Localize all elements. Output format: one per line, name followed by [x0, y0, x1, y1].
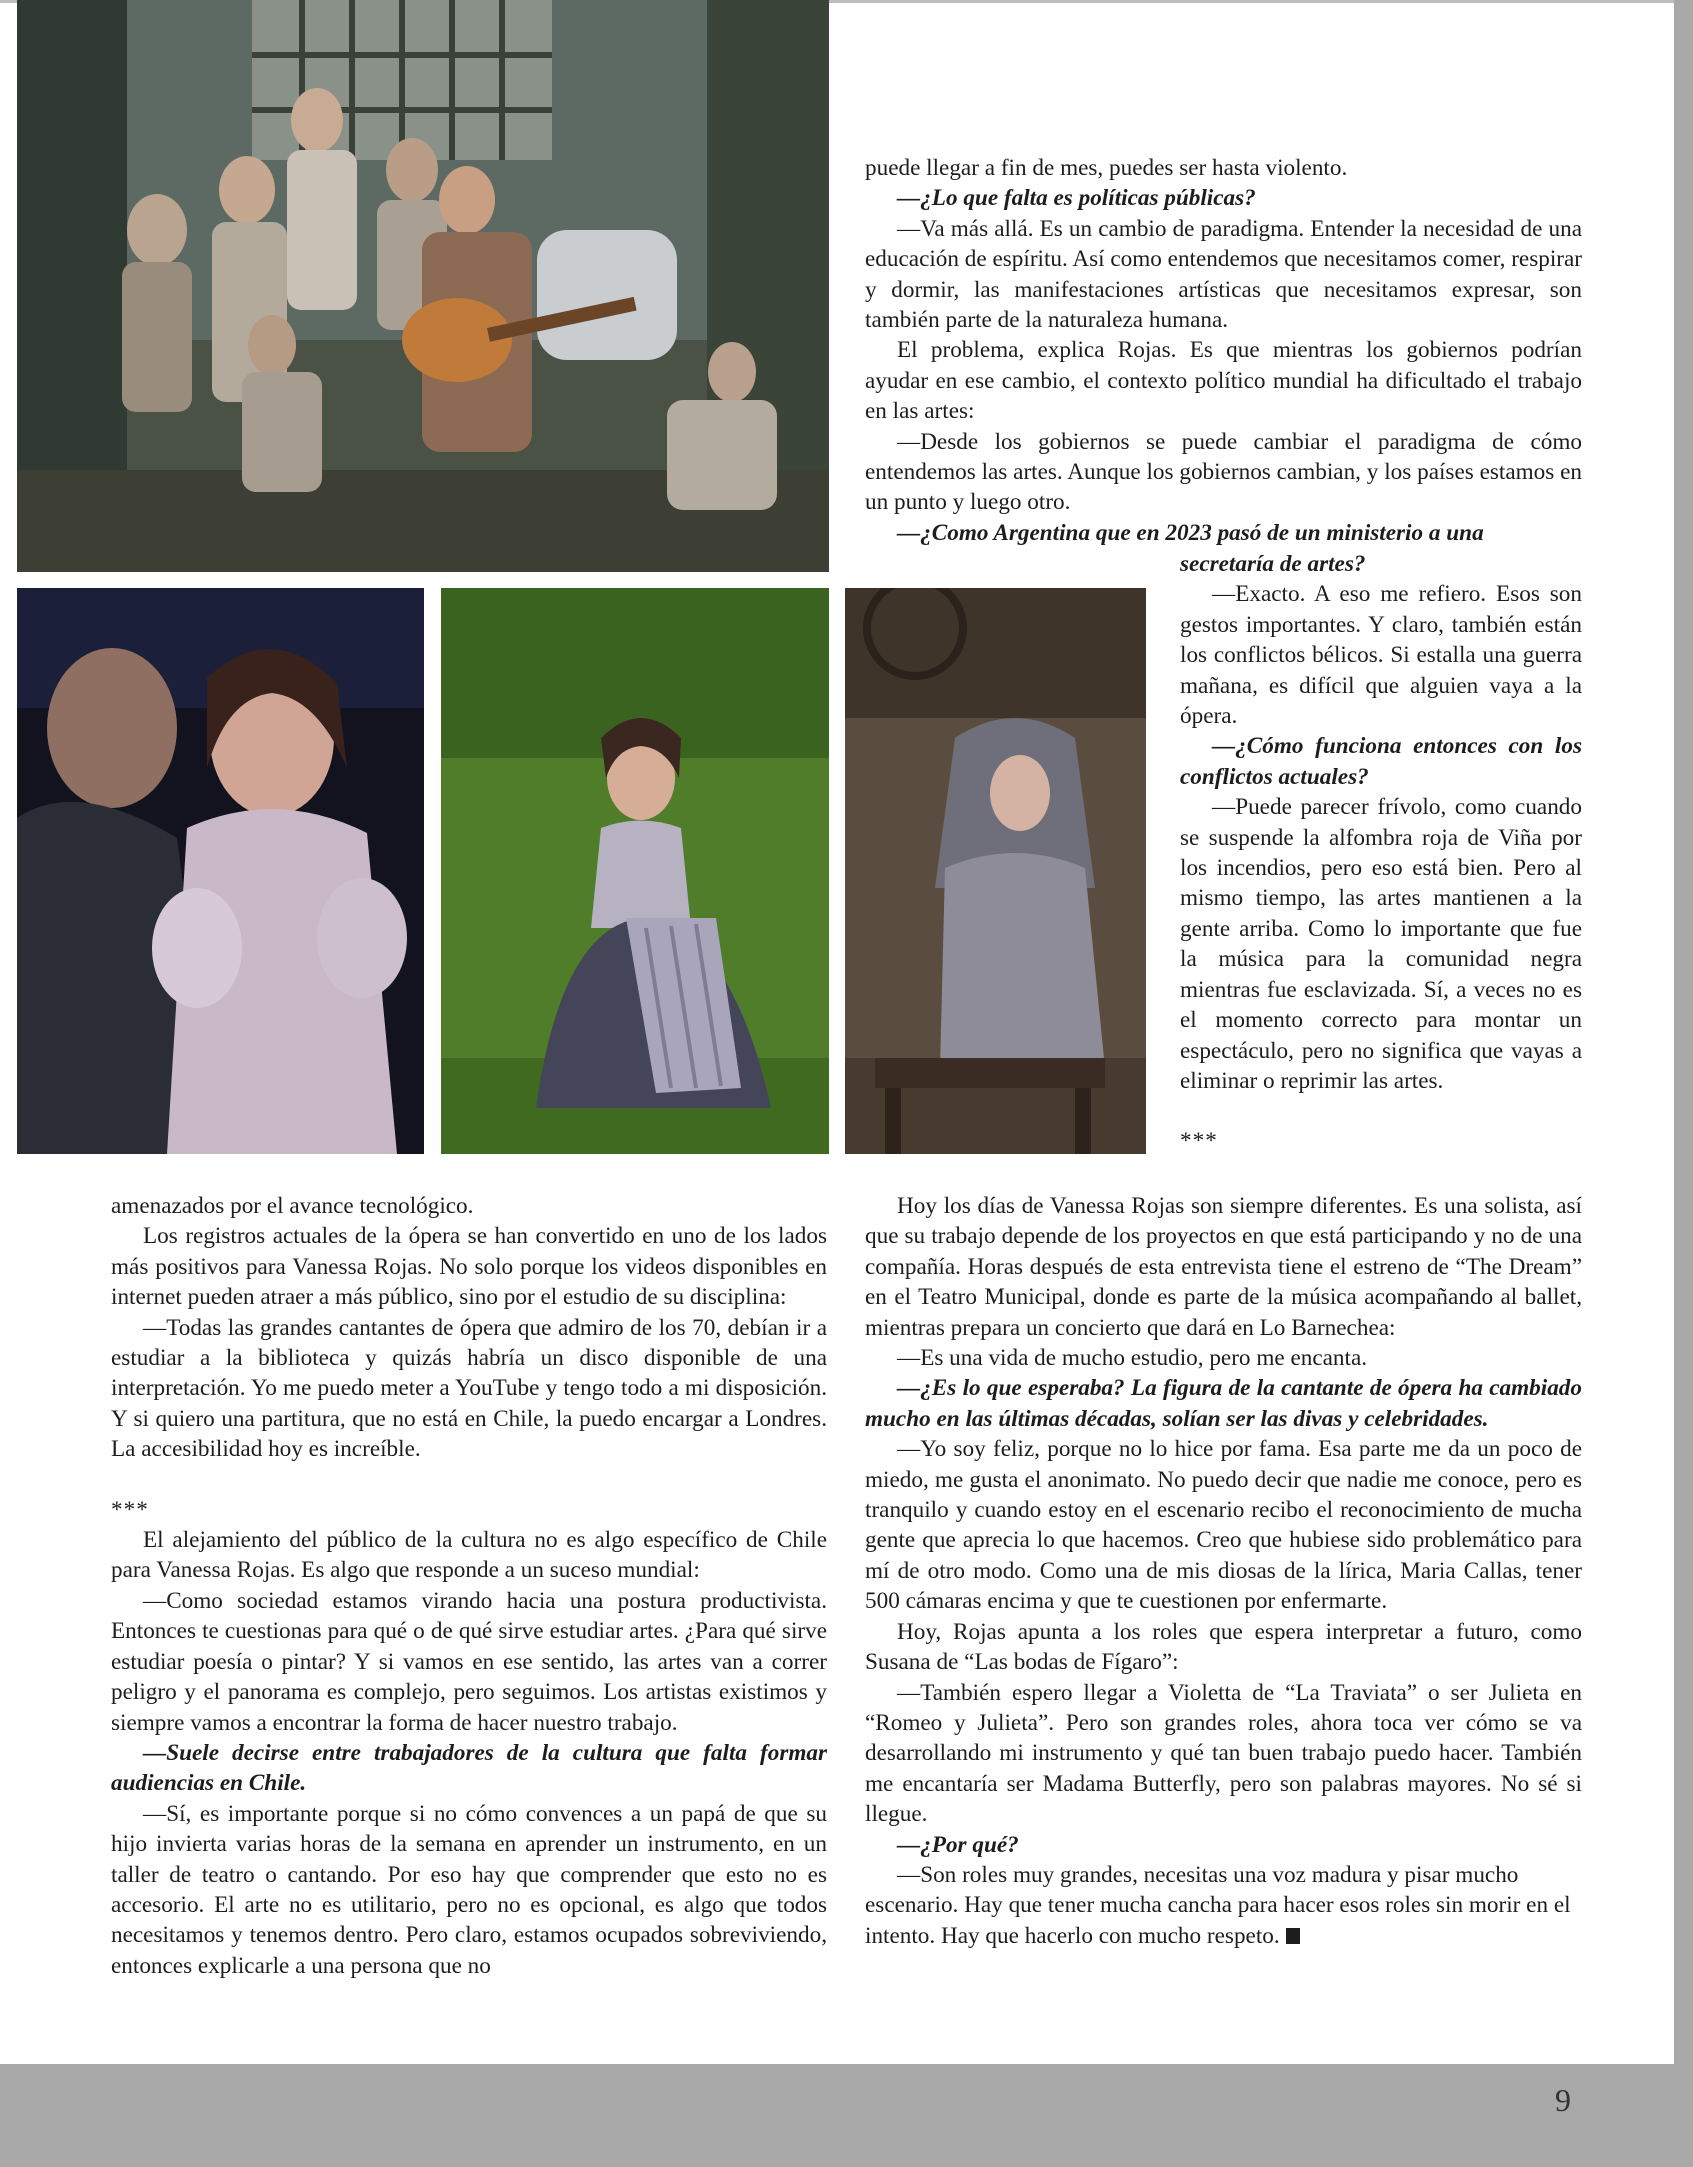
paragraph: Hoy, Rojas apunta a los roles que espera interpretar a futuro, como Susana de “Las bodas de Fígaro”:	[865, 1618, 1582, 1676]
paragraph: —Exacto. A eso me refiero. Esos son gestos importantes. Y claro, también están los conflictos bélicos. Si estalla una guerra mañana, es difícil que alguien vaya a la ópera.	[1180, 581, 1582, 730]
paragraph: —Va más allá. Es un cambio de paradigma. Entender la necesidad de una educación de espíritu. Así como entendemos que necesitamos comer, respirar y dormir, las manifestaciones artísticas que necesitamos expresar, son también parte de la naturaleza humana.	[865, 215, 1582, 334]
paragraph: —Puede parecer frívolo, como cuando se suspende la alfombra roja de Viña por los incendios, pero eso está bien. Pero al mismo tiempo, las artes mantienen a la gente arriba. Como lo importante que fue la música para la comunidad negra mientras fue esclavizada. Sí, a veces no es el momento correcto para montar un espectáculo, pero no significa que vayas a eliminar o reprimir las artes.	[1180, 794, 1582, 1094]
stage-photo-icon	[441, 588, 829, 1154]
article-column-bottom-right	[865, 1191, 1582, 1951]
question: —¿Como Argentina que en 2023 pasó de un ministerio a una	[897, 519, 1484, 546]
article-column-bottom-left	[111, 1191, 827, 1981]
paragraph: amenazados por el avance tecnológico.	[111, 1193, 474, 1219]
article-column-top-right	[865, 153, 1582, 548]
question: secretaría de artes?	[1180, 551, 1366, 577]
paragraph: El problema, explica Rojas. Es que mientras los gobiernos podrían ayudar en ese cambio, el contexto político mundial ha dificultado el trabajo en las artes:	[865, 337, 1582, 425]
question: —Suele decirse entre trabajadores de la cultura que falta formar audiencias en Chile.	[111, 1739, 827, 1797]
paragraph: —Como sociedad estamos virando hacia una postura productivista. Entonces te cuestionas para qué o de qué sirve estudiar artes. ¿Para qué sirve estudiar poesía o pintar? Y si vamos en ese sentido, las artes van a correr peligro y el panorama es complejo, pero seguimos. Los artistas existimos y siempre vamos a encontrar la forma de hacer nuestro trabajo.	[111, 1587, 827, 1736]
section-break: ***	[111, 1496, 149, 1523]
stage-photo-icon	[17, 588, 424, 1154]
stage-photo-icon	[845, 588, 1146, 1154]
paragraph: El alejamiento del público de la cultura no es algo específico de Chile para Vanessa Rojas. Es algo que responde a un suceso mundial:	[111, 1527, 827, 1584]
paragraph: —También espero llegar a Violetta de “La Traviata” o ser Julieta en “Romeo y Julieta”. Pero son grandes roles, ahora toca ver cómo se va desarrollando mi instrumento y qué tan buen trabajo puedo hacer. También me encantaría ser Madama Butterfly, pero son palabras mayores. No sé si llegue.	[865, 1679, 1582, 1828]
question: —¿Por qué?	[897, 1831, 1019, 1858]
question: —¿Cómo funciona entonces con los conflictos actuales?	[1180, 733, 1582, 790]
closing-paragraph	[865, 1860, 1582, 1951]
paragraph: puede llegar a fin de mes, puedes ser hasta violento.	[865, 155, 1348, 181]
question: —¿Lo que falta es políticas públicas?	[897, 185, 1256, 212]
end-mark-icon	[1286, 1928, 1300, 1944]
page-number: 9	[1555, 2082, 1571, 2118]
paragraph: —Sí, es importante porque si no cómo convences a un papá de que su hijo invierta varias horas de la semana en aprender un instrumento, en un taller de teatro o cantando. Por eso hay que comprender que esto no es accesorio. El arte no es utilitario, pero no es opcional, es algo que todos necesitamos y tenemos dentro. Pero claro, estamos ocupados sobreviviendo, entonces explicarle a una persona que no	[111, 1800, 827, 1979]
paragraph: —Todas las grandes cantantes de ópera que admiro de los 70, debían ir a estudiar a la biblioteca y quizás habría un disco disponible de una interpretación. Yo me puedo meter a YouTube y tengo todo a mi disposición. Y si quiero una partitura, que no está en Chile, la puedo encargar a Londres. La accesibilidad hoy es increíble.	[111, 1314, 827, 1463]
photo-maria-captain	[17, 588, 424, 1154]
paragraph: Hoy los días de Vanessa Rojas son siempre diferentes. Es una solista, así que su trabajo depende de los proyectos en que está participando y no de una compañía. Horas después de esta entrevista tiene el estreno de “The Dream” en el Teatro Municipal, donde es parte de la música acompañando al ballet, mientras prepara un concierto que dará en Lo Barnechea:	[865, 1193, 1582, 1341]
question: —¿Es lo que esperaba? La figura de la cantante de ópera ha cambiado mucho en las últimas décadas, solían ser las divas y celebridades.	[865, 1375, 1582, 1432]
photo-maria-nun	[845, 588, 1146, 1154]
paragraph: —Es una vida de mucho estudio, pero me encanta.	[897, 1345, 1368, 1372]
section-break: ***	[1180, 1128, 1218, 1155]
stage-photo-icon	[17, 0, 829, 572]
photo-maria-guitar-children	[17, 0, 829, 572]
article-column-narrow	[1180, 549, 1582, 1157]
paragraph: —Yo soy feliz, porque no lo hice por fama. Esa parte me da un poco de miedo, me gusta el anonimato. No puedo decir que nadie me conoce, pero es tranquilo y cuando estoy en el escenario recibo el reconocimiento de mucha gente que aprecia lo que hacemos. Creo que hubiese sido problemático para mí de otro modo. Como una de mis diosas de la lírica, Maria Callas, tener 500 cámaras encima y que te cuestionen por enfermarte.	[865, 1436, 1582, 1615]
paragraph: Los registros actuales de la ópera se han convertido en uno de los lados más positivos para Vanessa Rojas. No solo porque los videos disponibles en internet pueden atraer a más público, sino por el estudio de su disciplina:	[111, 1223, 827, 1311]
closing-text: —Son roles muy grandes, necesitas una voz madura y pisar mucho escenario. Hay que tener mucha cancha para hacer esos roles sin morir en el intento. Hay que hacerlo con mucho respeto.	[865, 1861, 1571, 1949]
photo-maria-kneeling-grass	[441, 588, 829, 1154]
paragraph: —Desde los gobiernos se puede cambiar el paradigma de cómo entendemos las artes. Aunque los gobiernos cambian, y los países estamos en un punto y luego otro.	[865, 428, 1582, 516]
